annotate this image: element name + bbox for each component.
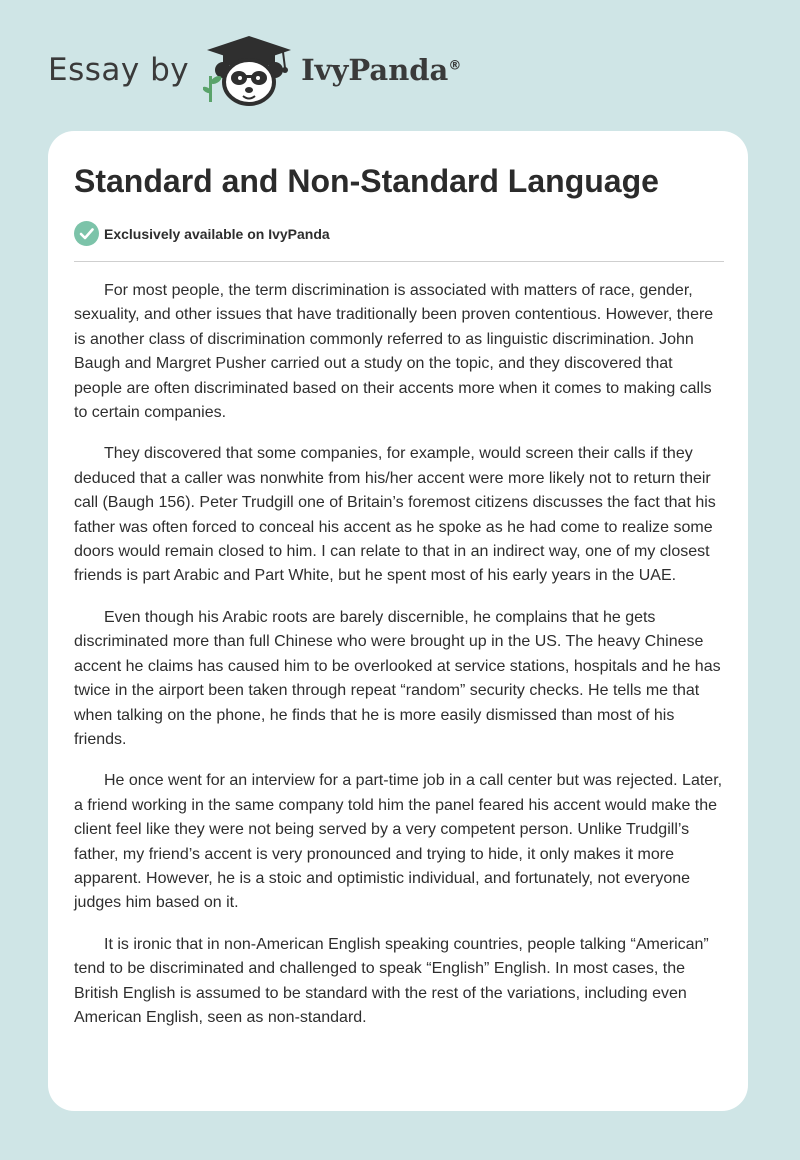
brand-name: IvyPanda®: [301, 53, 462, 87]
paragraph: He once went for an interview for a part-time job in a call center but was rejected. Later, a friend working in the same company told him the panel feared his accent would make the client feel like they were not being served by a very competent person. Unlike Trudgill’s father, my friend’s accent is very pronounced and trying to hide, it only makes it more apparent. However, he is a stoic and optimistic individual, and fortunately, not everyone judges him based on it.: [74, 772, 723, 912]
exclusive-badge: [74, 221, 330, 246]
paragraph: For most people, the term discrimination is associated with matters of race, gender, sexuality, and other issues that have traditionally been proven contentious. However, there is another class of discrimination commonly referred to as linguistic discrimination. John Baugh and Margret Pusher carried out a study on the topic, and they discovered that people are often discriminated based on their accents more when it comes to making calls to certain companies.: [74, 282, 714, 422]
paragraph: It is ironic that in non-American English speaking countries, people talking “American” tend to be discriminated and challenged to speak “English” English. In most cases, the British English is assumed to be standard with the rest of the variations, including even American English, seen as non-standard.: [74, 935, 709, 1026]
brand-prefix: Essay by: [48, 52, 190, 88]
paragraph: They discovered that some companies, for example, would screen their calls if they deduced that a caller was nonwhite from his/her accent were more likely not to return their call (Baugh 156). Peter Trudgill one of Britain’s foremost citizens discusses the fact that his father was often forced to conceal his accent as he spoke as he had come to realize some doors would remain closed to him. I can relate to that in an indirect way, one of my closest friends is part Arabic and Part White, but he spent most of his early years in the UAE.: [74, 445, 716, 585]
divider: [74, 261, 724, 262]
brand-header[interactable]: [48, 34, 461, 106]
paragraph: Even though his Arabic roots are barely discernible, he complains that he gets discriminated more than full Chinese who were brought up in the US. The heavy Chinese accent he claims has caused him to be overlooked at service stations, hospitals and he has twice in the airport been taken through repeat “random” security checks. He tells me that when talking on the phone, he finds that he is more easily dismissed than most of his friends.: [74, 608, 721, 748]
check-circle-icon: [74, 221, 99, 246]
essay-card: [48, 131, 748, 1111]
essay-body: [74, 279, 724, 1047]
exclusive-badge-label: Exclusively available on IvyPanda: [104, 225, 330, 242]
panda-graduate-logo-icon: [203, 34, 295, 106]
page-title: Standard and Non-Standard Language: [74, 163, 659, 199]
